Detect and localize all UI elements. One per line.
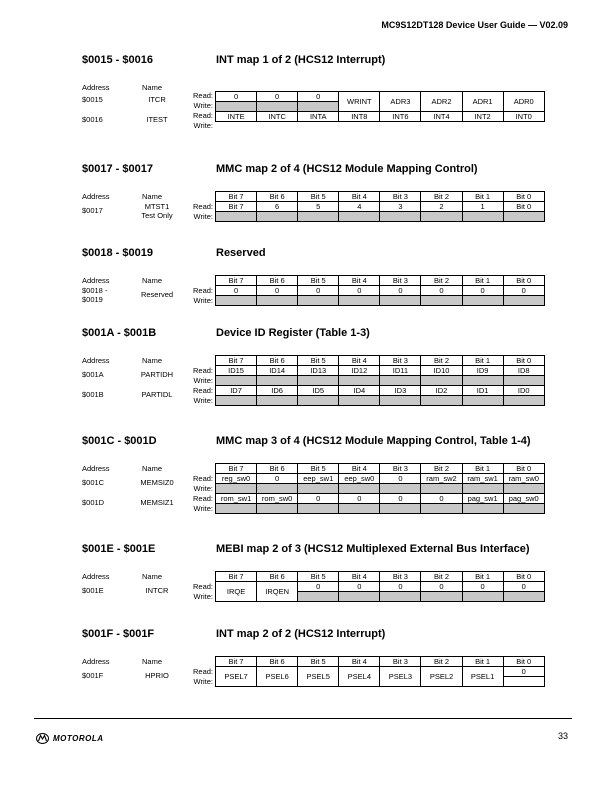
read-write-label (188, 202, 213, 222)
register-bit: ADR2 (421, 92, 462, 112)
write-bit (257, 504, 298, 514)
register-bit: 0 (503, 582, 544, 592)
read-write-label (188, 386, 213, 406)
read-label: Read: (192, 111, 213, 120)
register-bit: ram_sw1 (462, 474, 503, 484)
section-title: INT map 1 of 2 (HCS12 Interrupt) (216, 54, 386, 66)
register-bit: 0 (421, 286, 462, 296)
bit-header: Bit 7 (216, 657, 257, 667)
name-column-label: Name (142, 356, 163, 365)
write-bit (216, 212, 257, 222)
register-bit: 0 (503, 286, 544, 296)
bit-header: Bit 1 (462, 464, 503, 474)
register-bit: rom_sw0 (257, 494, 298, 504)
address-range: $001E - $001E (82, 543, 156, 555)
write-bit (462, 592, 503, 602)
address-line: $0018 - (82, 286, 108, 295)
write-bit (339, 212, 380, 222)
address-column-label: Address (82, 356, 110, 365)
register-bit: ADR0 (503, 92, 544, 112)
register-bit: 0 (339, 286, 380, 296)
bit-header: Bit 2 (421, 276, 462, 286)
bit-header: Bit 4 (339, 356, 380, 366)
register-bit: 0 (380, 582, 421, 592)
register-bit: INT0 (503, 112, 544, 122)
bit-header: Bit 6 (257, 356, 298, 366)
bit-header: Bit 0 (503, 657, 544, 667)
write-bit (503, 212, 544, 222)
register-table (215, 355, 545, 406)
write-bit (462, 396, 503, 406)
write-bit (462, 296, 503, 306)
register-name: PARTIDL (141, 390, 173, 399)
register-bit: 6 (257, 202, 298, 212)
section-title: Reserved (216, 247, 266, 259)
register-bit: 0 (421, 494, 462, 504)
register-name: HPRIO (145, 671, 169, 680)
bit-header: Bit 1 (462, 356, 503, 366)
footer-rule (34, 718, 572, 719)
write-bit (380, 592, 421, 602)
bit-header: Bit 7 (216, 276, 257, 286)
read-label: Read: (192, 286, 213, 295)
bit-header: Bit 6 (257, 657, 298, 667)
register-bit: 0 (298, 494, 339, 504)
name-line: Test Only (141, 211, 173, 220)
write-bit (421, 504, 462, 514)
bit-header: Bit 4 (339, 464, 380, 474)
write-bit (216, 376, 257, 386)
register-bit: reg_sw0 (216, 474, 257, 484)
register-bit: 4 (339, 202, 380, 212)
register-bit: 0 (339, 494, 380, 504)
write-bit (503, 677, 544, 687)
register-bit: 0 (380, 474, 421, 484)
bit-header: Bit 3 (380, 276, 421, 286)
section-title: MMC map 3 of 4 (HCS12 Module Mapping Control, Table 1-4) (216, 435, 531, 447)
register-bit: ID2 (421, 386, 462, 396)
register-bit: 0 (257, 92, 298, 102)
section-title: MMC map 2 of 4 (HCS12 Module Mapping Control) (216, 163, 478, 175)
register-name: PARTIDH (140, 370, 174, 379)
bit-header: Bit 4 (339, 657, 380, 667)
register-bit: 0 (503, 667, 544, 677)
read-write-label (188, 667, 213, 687)
register-bit: PSEL1 (462, 667, 503, 687)
register-bit: PSEL2 (421, 667, 462, 687)
bit-header: Bit 5 (298, 464, 339, 474)
write-bit (462, 484, 503, 494)
write-bit (380, 396, 421, 406)
bit-header: Bit 6 (257, 276, 298, 286)
read-label: Read: (192, 386, 213, 395)
bit-header: Bit 1 (462, 276, 503, 286)
write-bit (339, 396, 380, 406)
bit-header: Bit 5 (298, 657, 339, 667)
register-bit: ID11 (380, 366, 421, 376)
write-bit (216, 504, 257, 514)
register-table (215, 91, 545, 122)
register-bit: ID12 (339, 366, 380, 376)
register-table (215, 571, 545, 602)
register-bit: INT2 (462, 112, 503, 122)
register-bit: INT8 (339, 112, 380, 122)
register-bit: 0 (216, 286, 257, 296)
register-bit: pag_sw1 (462, 494, 503, 504)
write-label: Write: (193, 376, 213, 385)
write-bit (298, 296, 339, 306)
write-label: Write: (193, 592, 213, 601)
write-bit (503, 296, 544, 306)
address-column-label: Address (82, 276, 110, 285)
register-bit: INTE (216, 112, 257, 122)
bit-header: Bit 3 (380, 572, 421, 582)
write-bit (257, 376, 298, 386)
register-bit: 1 (462, 202, 503, 212)
bit-header: Bit 2 (421, 192, 462, 202)
write-bit (421, 396, 462, 406)
register-address: $001F (82, 671, 104, 680)
register-table (215, 656, 545, 687)
register-bit: ram_sw2 (421, 474, 462, 484)
register-address: $001C (82, 478, 105, 487)
read-write-label (188, 366, 213, 386)
address-line: $0019 (82, 295, 103, 304)
write-bit (462, 212, 503, 222)
register-bit: pag_sw0 (503, 494, 544, 504)
register-address: $0015 (82, 95, 103, 104)
register-bit: 0 (298, 286, 339, 296)
write-bit (298, 212, 339, 222)
register-address: $001A (82, 370, 104, 379)
register-bit: PSEL7 (216, 667, 257, 687)
write-bit (462, 376, 503, 386)
section-title: INT map 2 of 2 (HCS12 Interrupt) (216, 628, 386, 640)
register-name: MEMSIZ1 (140, 498, 174, 507)
register-bit: ID4 (339, 386, 380, 396)
register-bit: rom_sw1 (216, 494, 257, 504)
register-bit: ID14 (257, 366, 298, 376)
write-bit (216, 296, 257, 306)
address-column-label: Address (82, 657, 110, 666)
name-column-label: Name (142, 192, 163, 201)
address-column-label: Address (82, 464, 110, 473)
register-table (215, 191, 545, 222)
write-bit (339, 484, 380, 494)
bit-header: Bit 6 (257, 192, 298, 202)
write-bit (257, 102, 298, 112)
register-bit: 0 (462, 286, 503, 296)
name-line: MTST1 (144, 202, 170, 211)
motorola-logo (36, 733, 104, 744)
write-bit (503, 504, 544, 514)
write-bit (421, 484, 462, 494)
write-bit (421, 296, 462, 306)
name-column-label: Name (142, 276, 163, 285)
bit-header: Bit 1 (462, 192, 503, 202)
register-bit: ID9 (462, 366, 503, 376)
motorola-batwing-icon (36, 733, 49, 744)
bit-header: Bit 0 (503, 192, 544, 202)
read-write-label (188, 474, 213, 494)
register-bit: ID5 (298, 386, 339, 396)
write-bit (421, 592, 462, 602)
register-bit: INT4 (421, 112, 462, 122)
name-column-label: Name (142, 83, 163, 92)
address-range: $001F - $001F (82, 628, 155, 640)
bit-header: Bit 1 (462, 657, 503, 667)
write-label: Write: (193, 121, 213, 130)
write-bit (298, 102, 339, 112)
register-address: $0017 (82, 206, 103, 215)
register-bit: ID15 (216, 366, 257, 376)
register-address: $001E (82, 586, 104, 595)
address-column-label: Address (82, 83, 110, 92)
register-bit: PSEL5 (298, 667, 339, 687)
register-bit: IRQEN (257, 582, 298, 602)
address-range: $0018 - $0019 (82, 247, 153, 259)
register-bit: ID6 (257, 386, 298, 396)
section-title: MEBI map 2 of 3 (HCS12 Multiplexed External Bus Interface) (216, 543, 530, 555)
bit-header: Bit 6 (257, 572, 298, 582)
bit-header: Bit 3 (380, 464, 421, 474)
section-title: Device ID Register (Table 1-3) (216, 327, 370, 339)
register-bit: eep_sw1 (298, 474, 339, 484)
address-range: $0015 - $0016 (82, 54, 153, 66)
bit-header: Bit 2 (421, 464, 462, 474)
register-bit: 0 (298, 582, 339, 592)
register-bit: PSEL4 (339, 667, 380, 687)
register-bit: ADR1 (462, 92, 503, 112)
write-bit (503, 396, 544, 406)
register-bit: eep_sw0 (339, 474, 380, 484)
register-bit: Bit 0 (503, 202, 544, 212)
register-bit: 3 (380, 202, 421, 212)
write-bit (380, 504, 421, 514)
write-bit (462, 504, 503, 514)
bit-header: Bit 7 (216, 356, 257, 366)
register-bit: 0 (462, 582, 503, 592)
register-bit: INTA (298, 112, 339, 122)
register-bit: 0 (421, 582, 462, 592)
address-range: $001C - $001D (82, 435, 157, 447)
write-bit (421, 212, 462, 222)
register-table (215, 463, 545, 514)
bit-header: Bit 7 (216, 464, 257, 474)
write-bit (339, 296, 380, 306)
write-bit (503, 376, 544, 386)
bit-header: Bit 0 (503, 464, 544, 474)
address-range: $001A - $001B (82, 327, 157, 339)
read-write-label (188, 91, 213, 111)
write-bit (339, 504, 380, 514)
register-bit: IRQE (216, 582, 257, 602)
write-bit (298, 504, 339, 514)
write-bit (380, 376, 421, 386)
write-bit (298, 484, 339, 494)
write-bit (257, 484, 298, 494)
bit-header: Bit 4 (339, 276, 380, 286)
read-write-label (188, 582, 213, 602)
register-bit: INT6 (380, 112, 421, 122)
bit-header: Bit 0 (503, 356, 544, 366)
bit-header: Bit 1 (462, 572, 503, 582)
bit-header: Bit 2 (421, 356, 462, 366)
bit-header: Bit 0 (503, 572, 544, 582)
read-write-label (188, 286, 213, 306)
bit-header: Bit 2 (421, 572, 462, 582)
bit-header: Bit 3 (380, 356, 421, 366)
write-bit (380, 484, 421, 494)
write-label: Write: (193, 504, 213, 513)
register-bit: ram_sw0 (503, 474, 544, 484)
register-name: INTCR (145, 586, 169, 595)
write-label: Write: (193, 101, 213, 110)
write-bit (380, 296, 421, 306)
register-address: $001D (82, 498, 105, 507)
bit-header: Bit 0 (503, 276, 544, 286)
bit-header: Bit 5 (298, 192, 339, 202)
write-bit (421, 376, 462, 386)
register-bit: 0 (339, 582, 380, 592)
write-label: Write: (193, 484, 213, 493)
register-bit: ID3 (380, 386, 421, 396)
bit-header: Bit 5 (298, 356, 339, 366)
register-bit: WRINT (339, 92, 380, 112)
write-label: Write: (193, 296, 213, 305)
read-label: Read: (192, 91, 213, 100)
name-column-label: Name (142, 572, 163, 581)
address-range: $0017 - $0017 (82, 163, 153, 175)
write-bit (216, 102, 257, 112)
register-bit: 0 (298, 92, 339, 102)
write-bit (298, 396, 339, 406)
register-bit: ID7 (216, 386, 257, 396)
write-bit (503, 484, 544, 494)
bit-header: Bit 5 (298, 276, 339, 286)
read-label: Read: (192, 494, 213, 503)
brand-name: MOTOROLA (53, 734, 104, 743)
address-column-label: Address (82, 192, 110, 201)
bit-header: Bit 3 (380, 657, 421, 667)
write-bit (298, 376, 339, 386)
bit-header: Bit 3 (380, 192, 421, 202)
register-bit: ID1 (462, 386, 503, 396)
bit-header: Bit 5 (298, 572, 339, 582)
register-bit: PSEL3 (380, 667, 421, 687)
bit-header: Bit 4 (339, 572, 380, 582)
register-table (215, 275, 545, 306)
register-bit: 0 (257, 474, 298, 484)
register-bit: Bit 7 (216, 202, 257, 212)
register-address (82, 286, 132, 304)
write-bit (503, 592, 544, 602)
write-bit (298, 592, 339, 602)
register-bit: 0 (380, 286, 421, 296)
register-bit: ID13 (298, 366, 339, 376)
register-bit: ADR3 (380, 92, 421, 112)
write-label: Write: (193, 396, 213, 405)
register-name: MEMSIZ0 (140, 478, 174, 487)
read-label: Read: (192, 474, 213, 483)
register-bit: ID8 (503, 366, 544, 376)
bit-header: Bit 6 (257, 464, 298, 474)
register-name: ITEST (146, 115, 168, 124)
write-bit (257, 296, 298, 306)
bit-header: Bit 7 (216, 572, 257, 582)
register-bit: ID10 (421, 366, 462, 376)
write-label: Write: (193, 677, 213, 686)
register-bit: 5 (298, 202, 339, 212)
register-name (127, 202, 187, 220)
register-address: $0016 (82, 115, 103, 124)
register-bit: PSEL6 (257, 667, 298, 687)
write-bit (216, 484, 257, 494)
write-bit (257, 396, 298, 406)
register-bit: INTC (257, 112, 298, 122)
register-bit: ID0 (503, 386, 544, 396)
write-bit (339, 376, 380, 386)
name-column-label: Name (142, 464, 163, 473)
register-address: $001B (82, 390, 104, 399)
read-label: Read: (192, 202, 213, 211)
running-header: MC9S12DT128 Device User Guide — V02.09 (381, 20, 568, 30)
read-label: Read: (192, 582, 213, 591)
address-column-label: Address (82, 572, 110, 581)
read-write-label (188, 111, 213, 131)
read-label: Read: (192, 667, 213, 676)
write-bit (257, 212, 298, 222)
register-bit: 0 (257, 286, 298, 296)
read-label: Read: (192, 366, 213, 375)
bit-header: Bit 4 (339, 192, 380, 202)
register-bit: 2 (421, 202, 462, 212)
register-name: ITCR (148, 95, 166, 104)
register-bit: 0 (380, 494, 421, 504)
page-number: 33 (557, 731, 568, 741)
bit-header: Bit 2 (421, 657, 462, 667)
register-bit: 0 (216, 92, 257, 102)
read-write-label (188, 494, 213, 514)
write-bit (339, 592, 380, 602)
register-name: Reserved (140, 290, 174, 299)
name-column-label: Name (142, 657, 163, 666)
write-bit (216, 396, 257, 406)
bit-header: Bit 7 (216, 192, 257, 202)
write-bit (380, 212, 421, 222)
write-label: Write: (193, 212, 213, 221)
